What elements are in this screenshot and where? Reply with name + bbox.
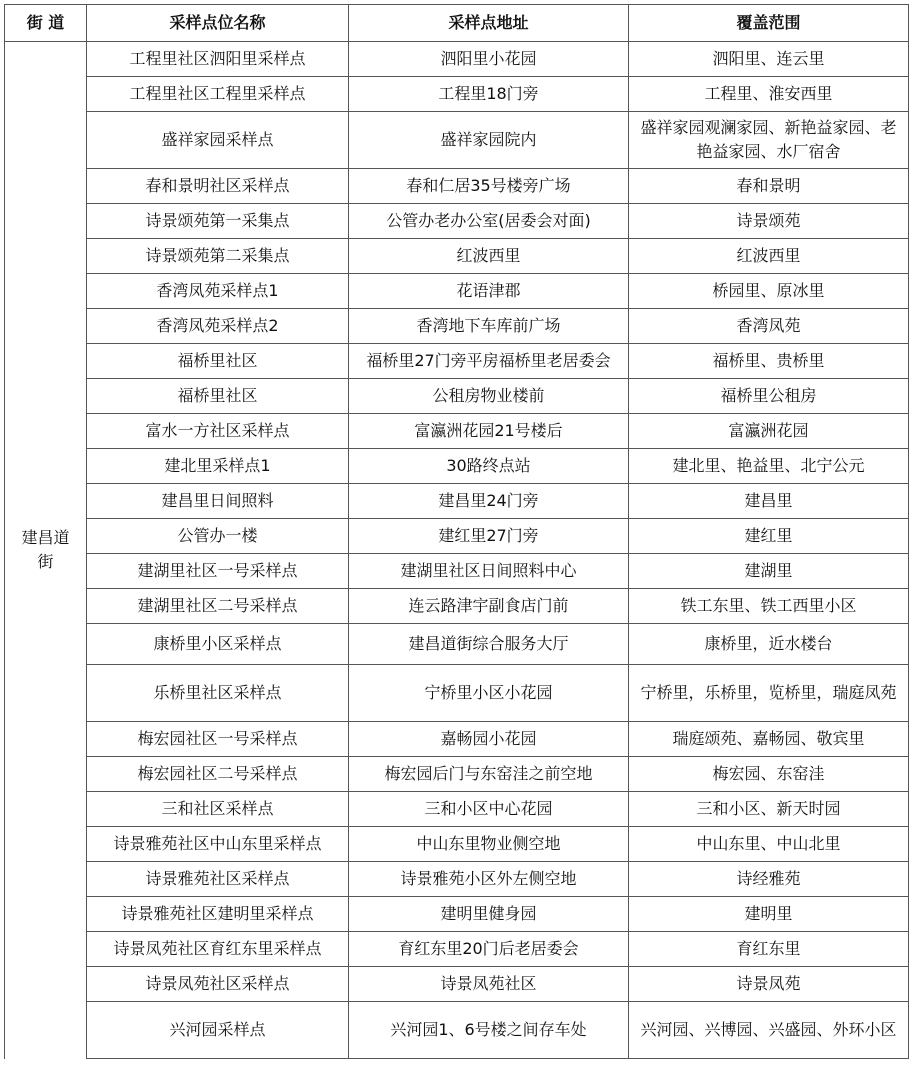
site-name-cell: 兴河园采样点 bbox=[87, 1002, 349, 1059]
address-cell: 中山东里物业侧空地 bbox=[349, 827, 629, 862]
site-name-cell: 诗景颂苑第一采集点 bbox=[87, 204, 349, 239]
coverage-cell: 建红里 bbox=[629, 519, 909, 554]
table-row bbox=[5, 862, 909, 897]
address-cell: 30路终点站 bbox=[349, 449, 629, 484]
coverage-cell: 红波西里 bbox=[629, 239, 909, 274]
table-row bbox=[5, 624, 909, 665]
address-cell: 公管办老办公室(居委会对面) bbox=[349, 204, 629, 239]
table-row bbox=[5, 309, 909, 344]
coverage-cell: 兴河园、兴博园、兴盛园、外环小区 bbox=[629, 1002, 909, 1059]
address-cell: 春和仁居35号楼旁广场 bbox=[349, 169, 629, 204]
address-cell: 嘉畅园小花园 bbox=[349, 722, 629, 757]
street-name-line2: 街 bbox=[37, 552, 54, 572]
address-cell: 三和小区中心花园 bbox=[349, 792, 629, 827]
table-row bbox=[5, 554, 909, 589]
coverage-cell: 福桥里公租房 bbox=[629, 379, 909, 414]
coverage-cell: 桥园里、原冰里 bbox=[629, 274, 909, 309]
table-row bbox=[5, 42, 909, 77]
site-name-cell: 梅宏园社区二号采样点 bbox=[87, 757, 349, 792]
coverage-cell: 康桥里，近水楼台 bbox=[629, 624, 909, 665]
table-row bbox=[5, 665, 909, 722]
site-name-cell: 盛祥家园采样点 bbox=[87, 112, 349, 169]
coverage-cell: 香湾凤苑 bbox=[629, 309, 909, 344]
site-name-cell: 工程里社区工程里采样点 bbox=[87, 77, 349, 112]
coverage-cell: 诗景凤苑 bbox=[629, 967, 909, 1002]
address-cell: 建明里健身园 bbox=[349, 897, 629, 932]
address-cell: 诗景凤苑社区 bbox=[349, 967, 629, 1002]
header-coverage: 覆盖范围 bbox=[629, 5, 909, 42]
site-name-cell: 康桥里小区采样点 bbox=[87, 624, 349, 665]
site-name-cell: 富水一方社区采样点 bbox=[87, 414, 349, 449]
table-body bbox=[5, 42, 909, 1059]
site-name-cell: 春和景明社区采样点 bbox=[87, 169, 349, 204]
coverage-cell: 工程里、淮安西里 bbox=[629, 77, 909, 112]
site-name-cell: 诗景凤苑社区采样点 bbox=[87, 967, 349, 1002]
table-row bbox=[5, 1002, 909, 1059]
table-row bbox=[5, 77, 909, 112]
coverage-cell: 建北里、艳益里、北宁公元 bbox=[629, 449, 909, 484]
address-cell: 兴河园1、6号楼之间存车处 bbox=[349, 1002, 629, 1059]
address-cell: 富瀛洲花园21号楼后 bbox=[349, 414, 629, 449]
address-cell: 诗景雅苑小区外左侧空地 bbox=[349, 862, 629, 897]
address-cell: 花语津郡 bbox=[349, 274, 629, 309]
address-cell: 梅宏园后门与东窑洼之前空地 bbox=[349, 757, 629, 792]
table-row bbox=[5, 519, 909, 554]
street-name-line1: 建昌道 bbox=[21, 528, 70, 548]
site-name-cell: 梅宏园社区一号采样点 bbox=[87, 722, 349, 757]
coverage-cell: 梅宏园、东窑洼 bbox=[629, 757, 909, 792]
site-name-cell: 福桥里社区 bbox=[87, 379, 349, 414]
site-name-cell: 诗景雅苑社区建明里采样点 bbox=[87, 897, 349, 932]
coverage-cell: 中山东里、中山北里 bbox=[629, 827, 909, 862]
coverage-cell: 富瀛洲花园 bbox=[629, 414, 909, 449]
address-cell: 公租房物业楼前 bbox=[349, 379, 629, 414]
address-cell: 福桥里27门旁平房福桥里老居委会 bbox=[349, 344, 629, 379]
coverage-cell: 诗景颂苑 bbox=[629, 204, 909, 239]
site-name-cell: 三和社区采样点 bbox=[87, 792, 349, 827]
coverage-cell: 瑞庭颂苑、嘉畅园、敬宾里 bbox=[629, 722, 909, 757]
table-row bbox=[5, 932, 909, 967]
site-name-cell: 诗景雅苑社区中山东里采样点 bbox=[87, 827, 349, 862]
table-row bbox=[5, 344, 909, 379]
header-site-name: 采样点位名称 bbox=[87, 5, 349, 42]
table-row bbox=[5, 239, 909, 274]
table-header-row bbox=[5, 5, 909, 42]
site-name-cell: 香湾凤苑采样点2 bbox=[87, 309, 349, 344]
site-name-cell: 乐桥里社区采样点 bbox=[87, 665, 349, 722]
sampling-sites-table bbox=[4, 4, 909, 1059]
table-row bbox=[5, 274, 909, 309]
table-row bbox=[5, 757, 909, 792]
coverage-cell: 福桥里、贵桥里 bbox=[629, 344, 909, 379]
site-name-cell: 建湖里社区一号采样点 bbox=[87, 554, 349, 589]
site-name-cell: 工程里社区泗阳里采样点 bbox=[87, 42, 349, 77]
address-cell: 育红东里20门后老居委会 bbox=[349, 932, 629, 967]
coverage-cell: 宁桥里，乐桥里，览桥里，瑞庭凤苑 bbox=[629, 665, 909, 722]
coverage-cell: 泗阳里、连云里 bbox=[629, 42, 909, 77]
site-name-cell: 诗景雅苑社区采样点 bbox=[87, 862, 349, 897]
coverage-cell: 建湖里 bbox=[629, 554, 909, 589]
address-cell: 红波西里 bbox=[349, 239, 629, 274]
coverage-cell: 盛祥家园观澜家园、新艳益家园、老艳益家园、水厂宿舍 bbox=[629, 112, 909, 169]
table-row bbox=[5, 967, 909, 1002]
table-row bbox=[5, 827, 909, 862]
coverage-cell: 建昌里 bbox=[629, 484, 909, 519]
table-row bbox=[5, 112, 909, 169]
address-cell: 盛祥家园院内 bbox=[349, 112, 629, 169]
address-cell: 建昌道街综合服务大厅 bbox=[349, 624, 629, 665]
header-street: 街 道 bbox=[5, 5, 87, 42]
site-name-cell: 福桥里社区 bbox=[87, 344, 349, 379]
site-name-cell: 建北里采样点1 bbox=[87, 449, 349, 484]
address-cell: 建湖里社区日间照料中心 bbox=[349, 554, 629, 589]
address-cell: 泗阳里小花园 bbox=[349, 42, 629, 77]
address-cell: 香湾地下车库前广场 bbox=[349, 309, 629, 344]
table-row bbox=[5, 169, 909, 204]
coverage-cell: 春和景明 bbox=[629, 169, 909, 204]
street-name-cell bbox=[5, 42, 87, 1059]
table-row bbox=[5, 792, 909, 827]
coverage-cell: 育红东里 bbox=[629, 932, 909, 967]
table-row bbox=[5, 589, 909, 624]
site-name-cell: 建昌里日间照料 bbox=[87, 484, 349, 519]
address-cell: 宁桥里小区小花园 bbox=[349, 665, 629, 722]
address-cell: 建昌里24门旁 bbox=[349, 484, 629, 519]
address-cell: 工程里18门旁 bbox=[349, 77, 629, 112]
coverage-cell: 诗经雅苑 bbox=[629, 862, 909, 897]
header-address: 采样点地址 bbox=[349, 5, 629, 42]
table-row bbox=[5, 484, 909, 519]
address-cell: 建红里27门旁 bbox=[349, 519, 629, 554]
table-row bbox=[5, 379, 909, 414]
table-row bbox=[5, 897, 909, 932]
table-row bbox=[5, 449, 909, 484]
site-name-cell: 诗景凤苑社区育红东里采样点 bbox=[87, 932, 349, 967]
site-name-cell: 建湖里社区二号采样点 bbox=[87, 589, 349, 624]
site-name-cell: 诗景颂苑第二采集点 bbox=[87, 239, 349, 274]
coverage-cell: 三和小区、新天时园 bbox=[629, 792, 909, 827]
table-row bbox=[5, 414, 909, 449]
site-name-cell: 公管办一楼 bbox=[87, 519, 349, 554]
table-row bbox=[5, 722, 909, 757]
site-name-cell: 香湾凤苑采样点1 bbox=[87, 274, 349, 309]
coverage-cell: 建明里 bbox=[629, 897, 909, 932]
address-cell: 连云路津宇副食店门前 bbox=[349, 589, 629, 624]
coverage-cell: 铁工东里、铁工西里小区 bbox=[629, 589, 909, 624]
table-row bbox=[5, 204, 909, 239]
